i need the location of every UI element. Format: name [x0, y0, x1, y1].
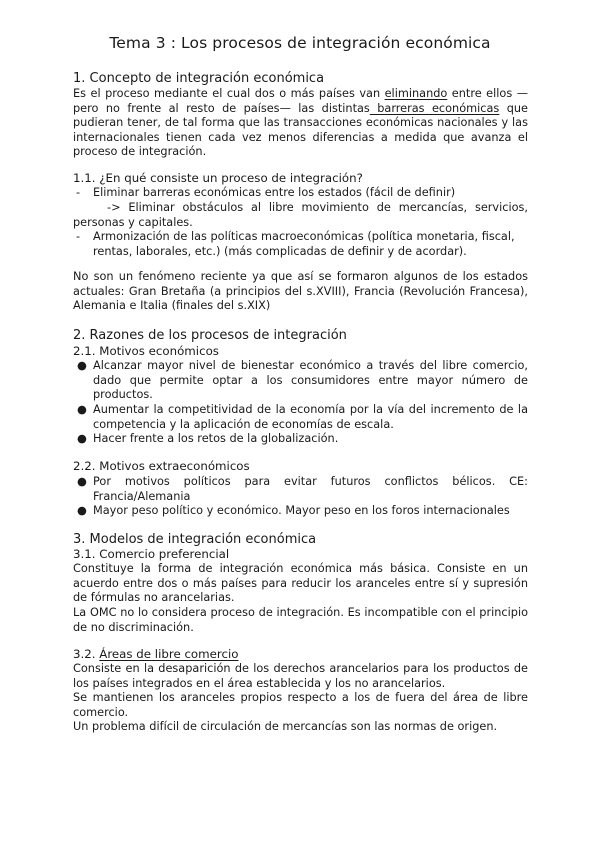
section-3-heading: 3. Modelos de integración económica: [73, 532, 317, 547]
section-3-1-paragraph-1: Constituye la forma de integración económica más básica. Consiste en un acuerdo entre dos o más países para reducir los aranceles entre sí y supresión de fórmulas no arancelarias.: [73, 562, 528, 605]
bullet-item-2: Aumentar la competitividad de la economía por la vía del incremento de la competencia y la aplicación de economías de escala.: [93, 403, 528, 431]
underlined-barreras: barreras económicas: [369, 101, 500, 115]
p-text-c: que pudieran tener, de tal forma que las transacciones económicas nacionales y las internacionales tienen cada vez menos diferencias a medida que avanza el proceso de integración.: [73, 101, 528, 159]
subsection-3-1-heading: 3.1. Comercio preferencial: [73, 547, 230, 561]
section-3-1-paragraph-2: La OMC no lo considera proceso de integración. Es incompatible con el principio de no discriminación.: [73, 606, 528, 634]
bullet-icon: ●: [77, 504, 87, 517]
subsection-3-2-heading: [73, 647, 528, 662]
subsection-1-1-heading: 1.1. ¿En qué consiste un proceso de integración?: [73, 171, 363, 185]
bullet-icon: ●: [77, 432, 87, 445]
list-item-1: Eliminar barreras económicas entre los estados (fácil de definir): [93, 186, 456, 199]
subsection-2-2-heading: 2.2. Motivos extraeconómicos: [73, 459, 250, 473]
p-text-b: entre ellos —pero no frente al resto de países— las distintas: [73, 87, 528, 115]
bullet-item-3: Hacer frente a los retos de la globalización.: [93, 432, 339, 445]
bullet-icon: ●: [77, 359, 87, 372]
subsection-2-1-heading: 2.1. Motivos económicos: [73, 344, 219, 358]
section-2-heading: 2. Razones de los procesos de integración: [73, 328, 347, 343]
section-3-2-paragraph-2: Se mantienen los aranceles propios respecto a los de fuera del área de libre comercio.: [73, 691, 528, 719]
section-3-2-paragraph-3: Un problema difícil de circulación de mercancías son las normas de origen.: [73, 720, 498, 733]
subsection-3-2-title: Áreas de libre comercio: [99, 647, 239, 661]
list-item-2: Armonización de las políticas macroeconómicas (política monetaria, fiscal, rentas, laborales, etc.) (más complicadas de definir y de acordar).: [93, 230, 515, 258]
section-1-heading: 1. Concepto de integración económica: [73, 71, 325, 86]
bullet-icon: ●: [77, 475, 87, 488]
bullet-item-4: Por motivos políticos para evitar futuros conflictos bélicos. CE: Francia/Alemania: [93, 475, 528, 503]
section-1-closing-paragraph: No son un fenómeno reciente ya que así se formaron algunos de los estados actuales: Gran Bretaña (a principios del s.XVIII), Francia (Revolución Francesa), Alemania e Italia (finales del s.XIX): [73, 270, 528, 313]
bullet-icon: ●: [77, 403, 87, 416]
dash-marker: -: [76, 230, 81, 243]
section-3-2-paragraph-1: Consiste en la desaparición de los derechos arancelarios para los productos de los países integrados en el área establecida y los no arancelarios.: [73, 662, 528, 690]
bullet-item-1: Alcanzar mayor nivel de bienestar económico a través del libre comercio, dado que permite optar a los consumidores entre mayor número de productos.: [93, 359, 528, 402]
bullet-item-5: Mayor peso político y económico. Mayor peso en los foros internacionales: [93, 504, 510, 517]
list-item-1-detail: -> Eliminar obstáculos al libre movimiento de mercancías, servicios, personas y capitales.: [73, 201, 528, 229]
section-1-paragraph: [73, 87, 528, 160]
subsection-3-2-number: 3.2.: [73, 647, 100, 661]
document-title: Tema 3 : Los procesos de integración económica: [109, 34, 491, 52]
dash-marker: -: [76, 186, 81, 199]
p-text-a: Es el proceso mediante el cual dos o más países van: [73, 87, 385, 100]
underlined-eliminando: eliminando: [384, 87, 448, 100]
